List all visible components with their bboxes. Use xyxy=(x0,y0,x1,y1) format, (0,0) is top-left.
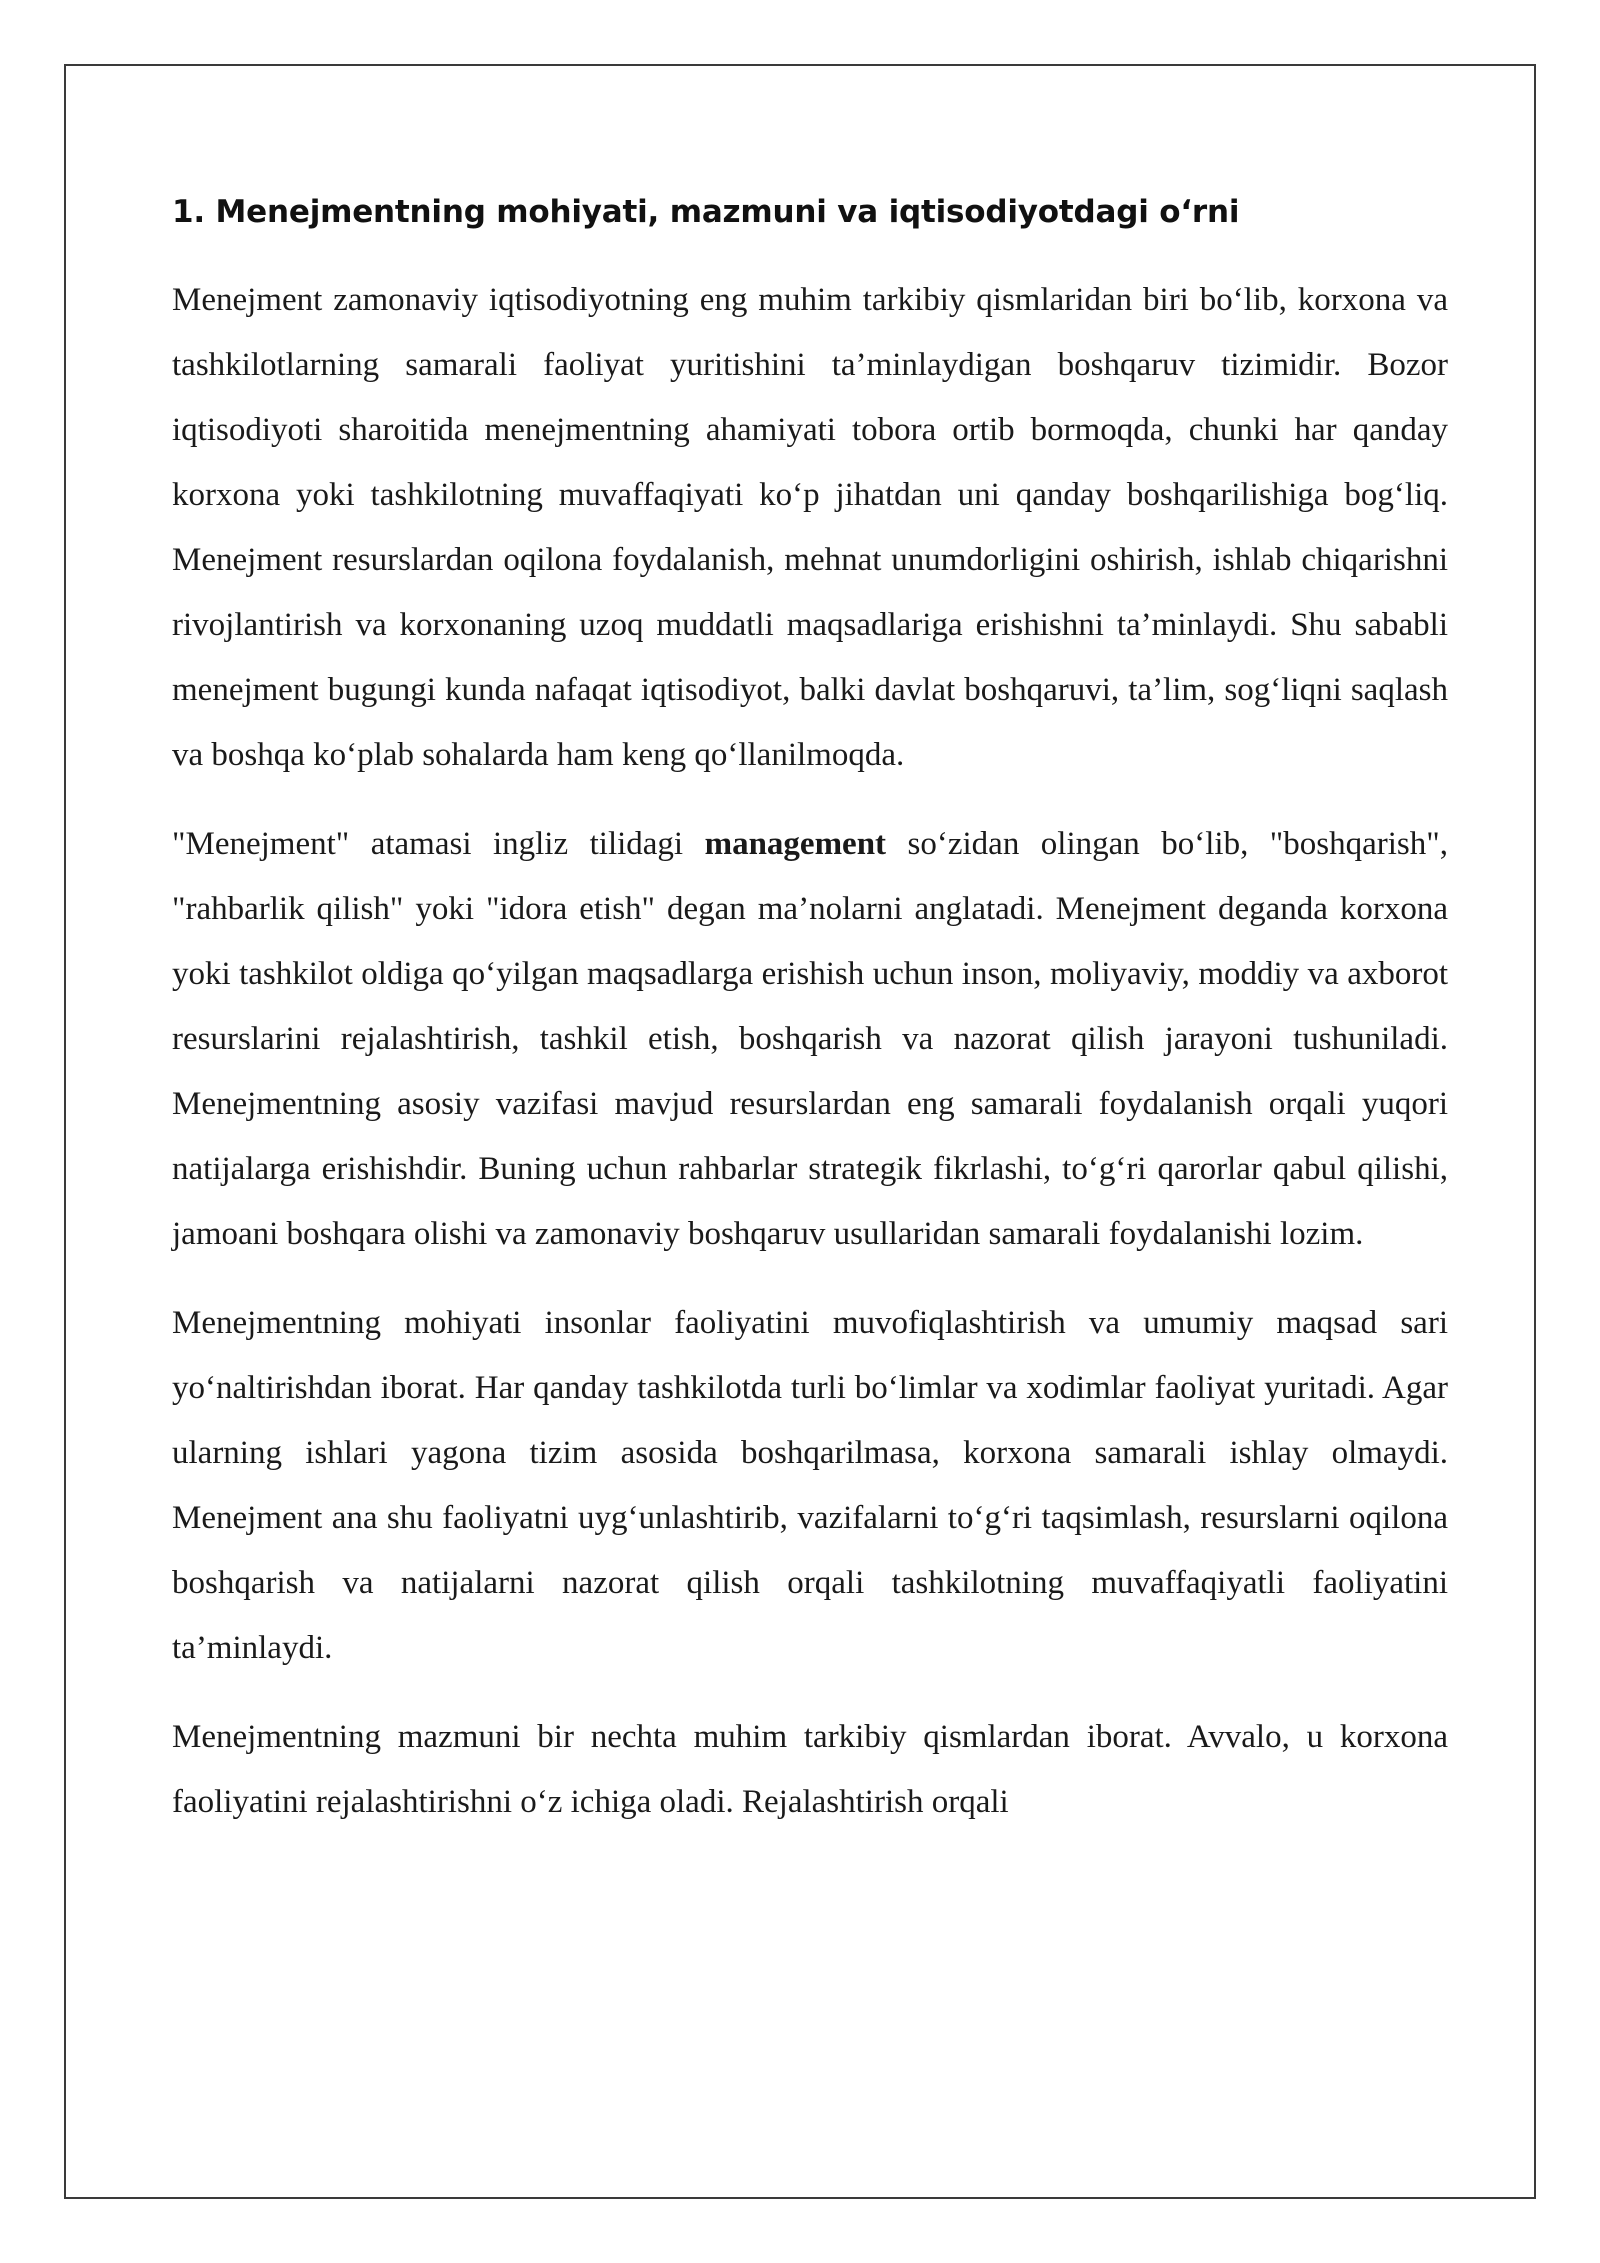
paragraph-4: Menejmentning mazmuni bir nechta muhim tarkibiy qismlardan iborat. Avvalo, u korxona faoliyatini rejalashtirishni o‘z ichiga oladi. Rejalashtirish orqali xyxy=(172,1719,1448,1820)
paragraph-2-intro: "Menejment" atamasi ingliz tilidagi xyxy=(172,826,705,862)
term-management: management xyxy=(704,826,887,862)
paragraph-2 xyxy=(172,812,1448,1267)
paragraph-2-rest: so‘zidan olingan bo‘lib, "boshqarish", "rahbarlik qilish" yoki "idora etish" degan ma’nolarni anglatadi. Menejment deganda korxona yoki tashkilot oldiga qo‘yilgan maqsadlarga erishish uchun inson, moliyaviy, moddiy va axborot resurslarini rejalashtirish, tashkil etish, boshqarish va nazorat qilish jarayoni tushuniladi. Menejmentning asosiy vazifasi mavjud resurslardan eng samarali foydalanish orqali yuqori natijalarga erishishdir. Buning uchun rahbarlar strategik fikrlashi, to‘g‘ri qarorlar qabul qilishi, jamoani boshqara olishi va zamonaviy boshqaruv usullaridan samarali foydalanishi lozim. xyxy=(172,826,1448,1252)
paragraph-3: Menejmentning mohiyati insonlar faoliyatini muvofiqlashtirish va umumiy maqsad sari yo‘naltirishdan iborat. Har qanday tashkilotda turli bo‘limlar va xodimlar faoliyat yuritadi. Agar ularning ishlari yagona tizim asosida boshqarilmasa, korxona samarali ishlay olmaydi. Menejment ana shu faoliyatni uyg‘unlashtirib, vazifalarni to‘g‘ri taqsimlash, resurslarni oqilona boshqarish va natijalarni nazorat qilish orqali tashkilotning muvaffaqiyatli faoliyatini ta’minlaydi. xyxy=(172,1305,1448,1666)
section-heading: 1. Menejmentning mohiyati, mazmuni va iqtisodiyotdagi o‘rni xyxy=(172,194,1240,230)
paragraph-1: Menejment zamonaviy iqtisodiyotning eng muhim tarkibiy qismlaridan biri bo‘lib, korxona va tashkilotlarning samarali faoliyat yuritishini ta’minlaydigan boshqaruv tizimidir. Bozor iqtisodiyoti sharoitida menejmentning ahamiyati tobora ortib bormoqda, chunki har qanday korxona yoki tashkilotning muvaffaqiyati ko‘p jihatdan uni qanday boshqarilishiga bog‘liq. Menejment resurslardan oqilona foydalanish, mehnat unumdorligini oshirish, ishlab chiqarishni rivojlantirish va korxonaning uzoq muddatli maqsadlariga erishishni ta’minlaydi. Shu sababli menejment bugungi kunda nafaqat iqtisodiyot, balki davlat boshqaruvi, ta’lim, sog‘liqni saqlash va boshqa ko‘plab sohalarda ham keng qo‘llanilmoqda. xyxy=(172,282,1448,773)
document-body xyxy=(172,190,1448,1859)
